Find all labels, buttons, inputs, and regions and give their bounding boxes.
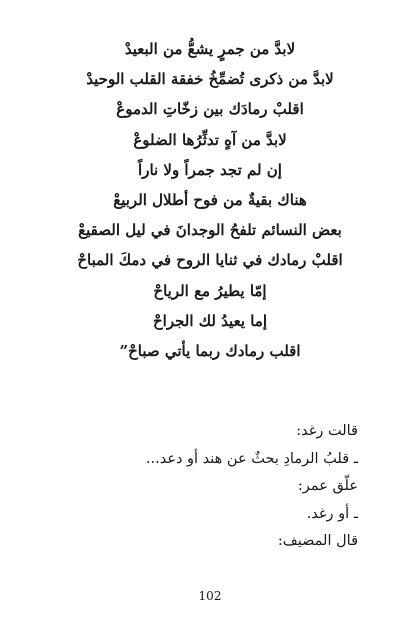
dialogue-line: ـ أو رغد. bbox=[306, 505, 358, 522]
poem-line: إن لم تجد جمراً ولا ناراً bbox=[138, 160, 282, 179]
dialogue-line: قالت رغد: bbox=[296, 423, 358, 439]
dialogue-line: قال المضيف: bbox=[277, 533, 358, 549]
poem-line: إمّا يطيرُ مع الرياحْ bbox=[153, 281, 267, 300]
poem-line: لابدَّ من ذكرى تُضمِّخُ خفقة القلب الوحيدْ bbox=[86, 70, 334, 89]
poem-line: اقلب رمادك ربما يأتي صباحْ” bbox=[119, 341, 301, 360]
poem-line: إما يعيدُ لك الجراحْ bbox=[152, 311, 267, 330]
poem-line: بعض النسائم تلفحُ الوجدانَ في ليل الصقيعْ bbox=[78, 221, 342, 240]
dialogue-line: علّق عمر: bbox=[297, 478, 358, 494]
page-number: 102 bbox=[198, 589, 222, 603]
poem-stanza bbox=[40, 34, 380, 366]
poem-line: اقلبْ رمادك في ثنايا الروح في دمكَ المباحْ bbox=[77, 251, 343, 270]
poem-line: اقلبْ رمادَك بين زخّاتِ الدموعْ bbox=[116, 100, 304, 119]
poem-line: هناك بقيةٌ من فوح أطلال الربيعْ bbox=[113, 190, 307, 209]
poem-line: لابدَّ من آهٍ تدثِّرُها الضلوعْ bbox=[133, 130, 287, 149]
poem-line: لابدَّ من جمرٍ يشعُّ من البعيدْ bbox=[124, 40, 296, 58]
dialogue-block bbox=[58, 418, 358, 556]
dialogue-line: ـ قلبُ الرمادِ بحثٌ عن هند أو دعد... bbox=[145, 450, 358, 467]
